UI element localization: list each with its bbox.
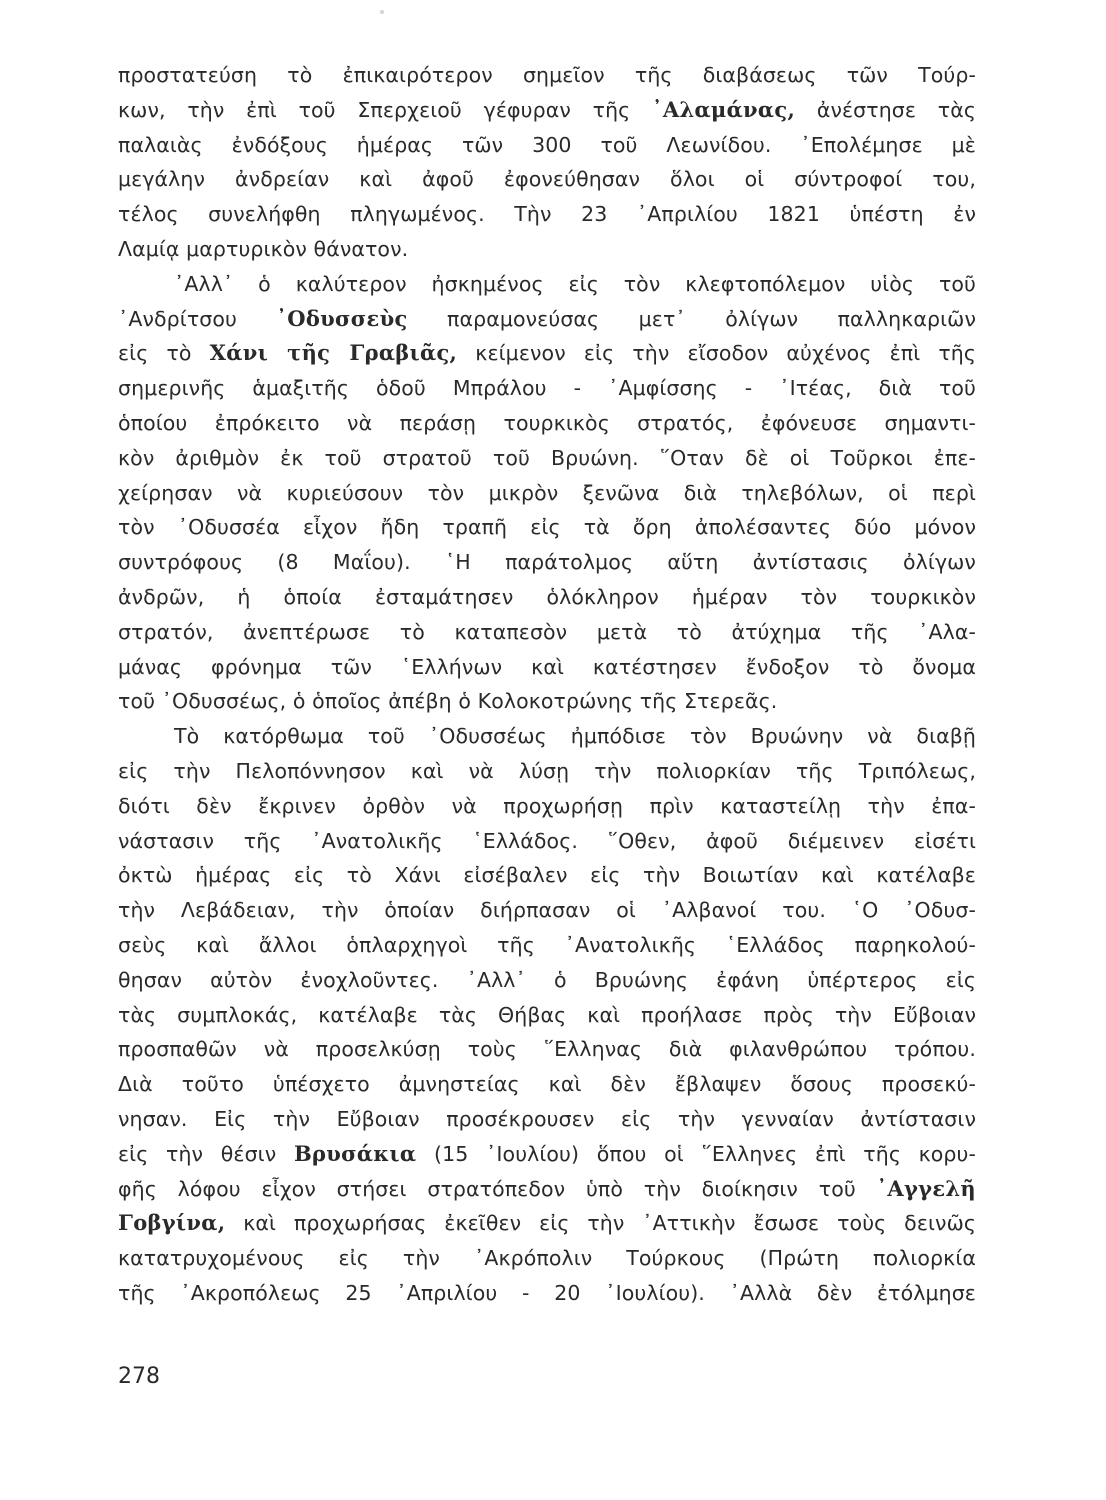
text-line — [118, 1241, 976, 1276]
text-segment: τὸν ᾿Οδυσσέα εἶχον ἤδη τραπῆ εἰς τὰ ὄρη ἀπολέσαντες δύο μόνον — [118, 515, 976, 540]
text-segment: κατατρυχομένους εἰς τὴν ᾿Ακρόπολιν Τούρκους (Πρώτη πολιορκία — [118, 1246, 976, 1271]
bold-name: Χάνι τῆς Γραβιᾶς, — [209, 340, 458, 366]
text-segment: σεὺς καὶ ἄλλοι ὁπλαρχηγοὶ τῆς ᾿Ανατολικῆς ῾Ελλάδος παρηκολού- — [118, 932, 976, 957]
text-lines — [118, 58, 976, 1311]
text-segment: θησαν αὐτὸν ἐνοχλοῦντες. ᾿Αλλ᾿ ὁ Βρυώνης ἐφάνη ὑπέρτερος εἰς — [118, 967, 976, 992]
text-line — [118, 789, 976, 824]
text-segment: μάνας φρόνημα τῶν ῾Ελλήνων καὶ κατέστησεν ἔνδοξον τὸ ὄνομα — [118, 654, 976, 679]
text-segment: μεγάλην ἀνδρείαν καὶ ἀφοῦ ἐφονεύθησαν ὅλοι οἱ σύντροφοί του, — [118, 167, 976, 192]
text-segment: συντρόφους (8 Μαΐου). ῾Η παράτολμος αὕτη ἀντίστασις ὀλίγων — [118, 550, 976, 575]
text-segment: (15 ᾿Ιουλίου) ὅπου οἱ ῞Ελληνες ἐπὶ τῆς κορυ- — [416, 1141, 976, 1166]
text-segment: εἰς τὴν θέσιν — [118, 1141, 294, 1166]
text-line — [118, 684, 976, 719]
bold-name: ᾿Οδυσσεὺς — [276, 305, 408, 331]
bold-name: Βρυσάκια — [293, 1140, 417, 1166]
text-line — [118, 1206, 976, 1241]
text-segment: τοῦ ᾿Οδυσσέως, ὁ ὁποῖος ἀπέβη ὁ Κολοκοτρώνης τῆς Στερεᾶς. — [118, 689, 778, 714]
text-segment: τῆς ᾿Ακροπόλεως 25 ᾿Απριλίου - 20 ᾿Ιουλίου). ᾿Αλλὰ δὲν ἐτόλμησε — [118, 1280, 976, 1305]
text-line — [118, 267, 976, 302]
text-segment: σημερινῆς ἁμαξιτῆς ὁδοῦ Μπράλου - ᾿Αμφίσσης - ᾿Ιτέας, διὰ τοῦ — [118, 376, 976, 401]
text-line — [118, 1276, 976, 1311]
text-segment: παραμονεύσας μετ᾿ ὀλίγων παλληκαριῶν — [407, 306, 976, 331]
text-line — [118, 93, 976, 128]
text-line — [118, 893, 976, 928]
text-segment: καὶ προχωρήσας ἐκεῖθεν εἰς τὴν ᾿Αττικὴν ἔσωσε τοὺς δεινῶς — [225, 1211, 976, 1236]
text-line — [118, 545, 976, 580]
text-segment: Διὰ τοῦτο ὑπέσχετο ἀμνηστείας καὶ δὲν ἔβλαψεν ὅσους προσεκύ- — [118, 1072, 976, 1097]
text-line — [118, 1172, 976, 1207]
text-line — [118, 754, 976, 789]
text-line — [118, 232, 976, 267]
text-line — [118, 197, 976, 232]
text-line — [118, 476, 976, 511]
text-line — [118, 963, 976, 998]
text-segment: διότι δὲν ἔκρινεν ὀρθὸν νὰ προχωρήσῃ πρὶν καταστείλῃ τὴν ἐπα- — [118, 793, 976, 818]
bold-name: ᾿Αγγελῆ — [876, 1175, 976, 1201]
text-segment: φῆς λόφου εἶχον στήσει στρατόπεδον ὑπὸ τὴν διοίκησιν τοῦ — [118, 1176, 877, 1201]
text-line — [118, 650, 976, 685]
bold-name: ᾿Αλαμάνας, — [652, 96, 796, 122]
page-text — [118, 58, 976, 1311]
text-line — [118, 58, 976, 93]
text-segment: προστατεύση τὸ ἐπικαιρότερον σημεῖον τῆς διαβάσεως τῶν Τούρ- — [118, 63, 976, 87]
text-segment: τὰς συμπλοκάς, κατέλαβε τὰς Θήβας καὶ προήλασε πρὸς τὴν Εὔβοιαν — [118, 1002, 976, 1027]
text-segment: τέλος συνελήφθη πληγωμένος. Τὴν 23 ᾿Απριλίου 1821 ὑπέστη ἐν — [118, 202, 976, 227]
text-line — [118, 928, 976, 963]
text-line — [118, 998, 976, 1033]
text-line — [118, 719, 976, 754]
text-line — [118, 510, 976, 545]
text-line — [118, 162, 976, 197]
text-line — [118, 1102, 976, 1137]
text-segment: κείμενον εἰς τὴν εἴσοδον αὐχένος ἐπὶ τῆς — [457, 341, 976, 366]
text-line — [118, 336, 976, 371]
page-number: 278 — [118, 1364, 160, 1389]
text-segment: εἰς τὸ — [118, 341, 210, 366]
text-segment: εἰς τὴν Πελοπόννησον καὶ νὰ λύσῃ τὴν πολιορκίαν τῆς Τριπόλεως, — [118, 758, 976, 783]
text-line — [118, 441, 976, 476]
text-line — [118, 406, 976, 441]
text-line — [118, 128, 976, 163]
text-segment: παλαιὰς ἐνδόξους ἡμέρας τῶν 300 τοῦ Λεωνίδου. ᾿Επολέμησε μὲ — [118, 132, 976, 157]
text-segment: ὀκτὼ ἡμέρας εἰς τὸ Χάνι εἰσέβαλεν εἰς τὴν Βοιωτίαν καὶ κατέλαβε — [118, 863, 976, 888]
text-segment: στρατόν, ἀνεπτέρωσε τὸ καταπεσὸν μετὰ τὸ ἀτύχημα τῆς ᾿Αλα- — [118, 619, 976, 644]
text-line — [118, 615, 976, 650]
text-segment: Τὸ κατόρθωμα τοῦ ᾿Οδυσσέως ἠμπόδισε τὸν Βρυώνην νὰ διαβῇ — [174, 724, 976, 749]
text-segment: ᾿Αλλ᾿ ὁ καλύτερον ἠσκημένος εἰς τὸν κλεφτοπόλεμον υἱὸς τοῦ — [174, 271, 976, 296]
text-line — [118, 858, 976, 893]
text-segment: χείρησαν νὰ κυριεύσουν τὸν μικρὸν ξενῶνα διὰ τηλεβόλων, οἱ περὶ — [118, 480, 976, 505]
text-line — [118, 580, 976, 615]
text-line — [118, 824, 976, 859]
text-segment: νάστασιν τῆς ᾿Ανατολικῆς ῾Ελλάδος. ῞Οθεν, ἀφοῦ διέμεινεν εἰσέτι — [118, 828, 976, 853]
text-segment: προσπαθῶν νὰ προσελκύσῃ τοὺς ῞Ελληνας διὰ φιλανθρώπου τρόπου. — [118, 1037, 976, 1062]
text-line — [118, 1137, 976, 1172]
text-line — [118, 302, 976, 337]
bold-name: Γοβγίνα, — [118, 1210, 226, 1236]
text-segment: ἀνδρῶν, ἡ ὁποία ἐσταμάτησεν ὁλόκληρον ἡμέραν τὸν τουρκικὸν — [118, 584, 976, 609]
text-line — [118, 371, 976, 406]
text-segment: νησαν. Εἰς τὴν Εὔβοιαν προσέκρουσεν εἰς τὴν γενναίαν ἀντίστασιν — [118, 1106, 976, 1131]
text-segment: κὸν ἀριθμὸν ἐκ τοῦ στρατοῦ τοῦ Βρυώνη. ῞Οταν δὲ οἱ Τοῦρκοι ἐπε- — [118, 445, 976, 470]
text-line — [118, 1067, 976, 1102]
text-segment: ὁποίου ἐπρόκειτο νὰ περάσῃ τουρκικὸς στρατός, ἐφόνευσε σημαντι- — [118, 410, 976, 435]
paper-speck — [380, 10, 384, 14]
text-line — [118, 1032, 976, 1067]
text-segment: Λαμίᾳ μαρτυρικὸν θάνατον. — [118, 236, 409, 261]
text-segment: κων, τὴν ἐπὶ τοῦ Σπερχειοῦ γέφυραν τῆς — [118, 97, 653, 122]
text-segment: ᾿Ανδρίτσου — [118, 306, 277, 331]
text-segment: τὴν Λεβάδειαν, τὴν ὁποίαν διήρπασαν οἱ ᾿Αλβανοί του. ῾Ο ᾿Οδυσ- — [118, 898, 976, 923]
text-segment: ἀνέστησε τὰς — [795, 97, 976, 122]
